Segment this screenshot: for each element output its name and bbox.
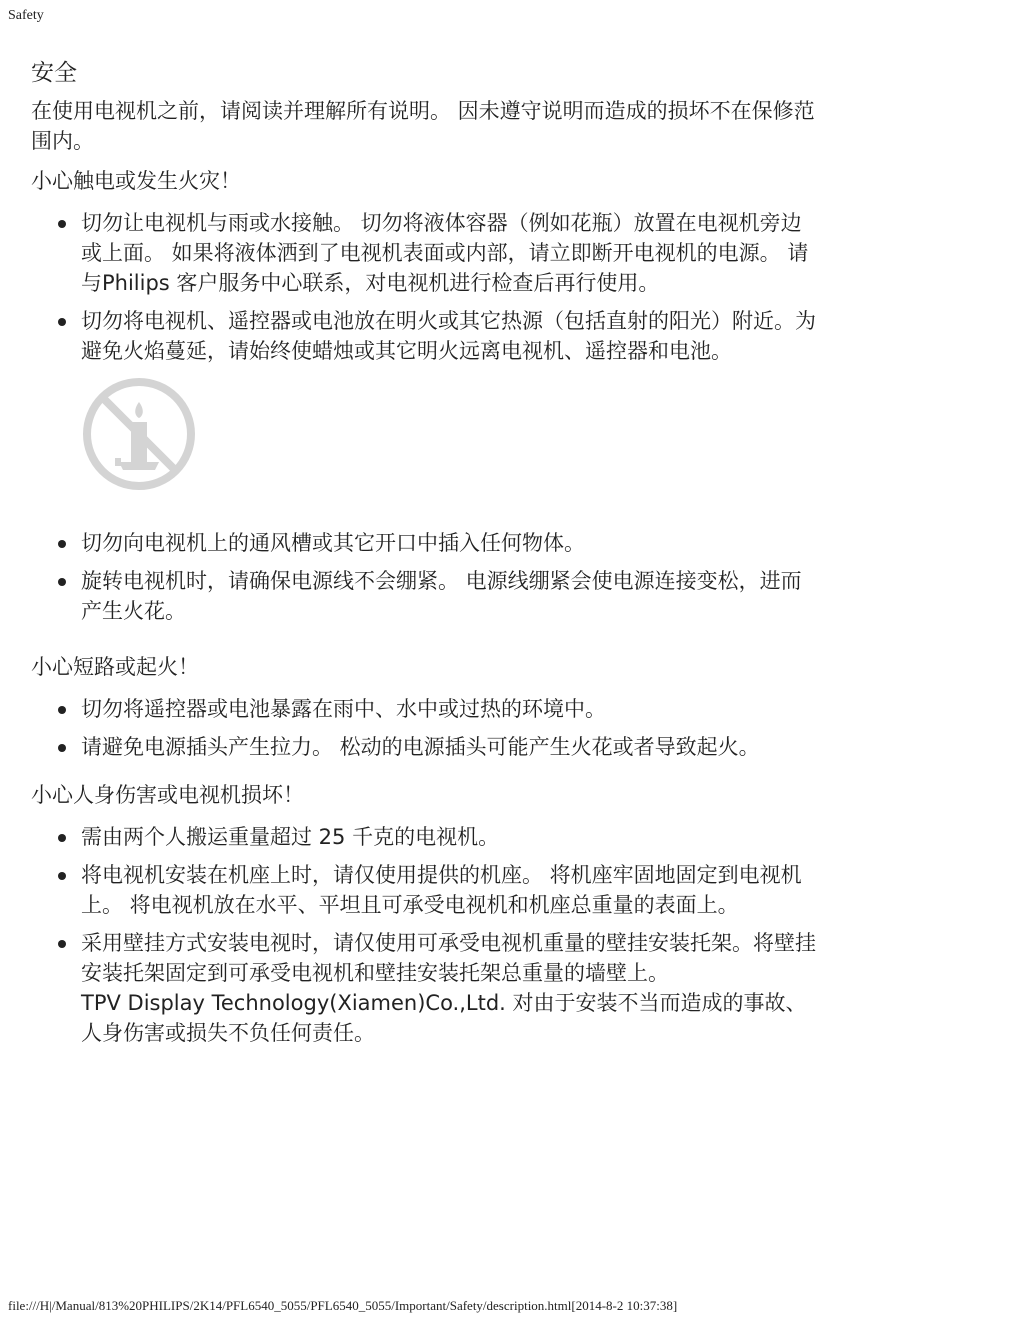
section-heading-short-circuit: 小心短路或起火！ <box>31 655 199 679</box>
intro-paragraph: 在使用电视机之前，请阅读并理解所有说明。 因未遵守说明而造成的损坏不在保修范围内。 <box>31 99 815 153</box>
liability-disclaimer: TPV Display Technology(Xiamen)Co.,Ltd. 对由于安装不当而造成的事故、人身伤害或损失不负任何责任。 <box>81 991 807 1045</box>
list-item: 采用壁挂方式安装电视时，请仅使用可承受电视机重量的壁挂安装托架。将壁挂安装托架固定到可承受电视机和壁挂安装托架总重量的墙壁上。 TPV Display Technology(Xiamen)Co.,Ltd. 对由于安装不当而造成的事故、人身伤害或损失不负任何责任。 <box>81 928 821 1048</box>
list-item: 切勿让电视机与雨或水接触。 切勿将液体容器（例如花瓶）放置在电视机旁边或上面。 如果将液体洒到了电视机表面或内部，请立即断开电视机的电源。 请与Philips 客户服务中心联系，对电视机进行检查后再行使用。 <box>81 208 821 298</box>
no-open-flame-icon <box>81 376 197 492</box>
list-item: 请避免电源插头产生拉力。 松动的电源插头可能产生火花或者导致起火。 <box>81 732 821 762</box>
list-item: 切勿向电视机上的通风槽或其它开口中插入任何物体。 <box>81 528 821 558</box>
print-footer-url: file:///H|/Manual/813%20PHILIPS/2K14/PFL6540_5055/PFL6540_5055/Important/Safety/description.html[2014-8-2 10:37:38] <box>8 1298 678 1313</box>
list-item: 切勿将遥控器或电池暴露在雨中、水中或过热的环境中。 <box>81 694 821 724</box>
list-item: 切勿将电视机、遥控器或电池放在明火或其它热源（包括直射的阳光）附近。为避免火焰蔓延，请始终使蜡烛或其它明火远离电视机、遥控器和电池。 <box>81 306 821 492</box>
fire-warning-list <box>31 208 821 626</box>
document-body <box>31 56 821 1066</box>
section-heading-fire: 小心触电或发生火灾！ <box>31 169 241 193</box>
print-header: Safety <box>8 8 44 23</box>
section-heading-injury: 小心人身伤害或电视机损坏！ <box>31 783 304 807</box>
list-item: 需由两个人搬运重量超过 25 千克的电视机。 <box>81 822 821 852</box>
page-title: 安全 <box>31 60 77 86</box>
short-circuit-list <box>31 694 821 762</box>
injury-warning-list <box>31 822 821 1048</box>
list-item: 将电视机安装在机座上时，请仅使用提供的机座。 将机座牢固地固定到电视机上。 将电视机放在水平、平坦且可承受电视机和机座总重量的表面上。 <box>81 860 821 920</box>
list-item: 旋转电视机时，请确保电源线不会绷紧。 电源线绷紧会使电源连接变松，进而产生火花。 <box>81 566 821 626</box>
